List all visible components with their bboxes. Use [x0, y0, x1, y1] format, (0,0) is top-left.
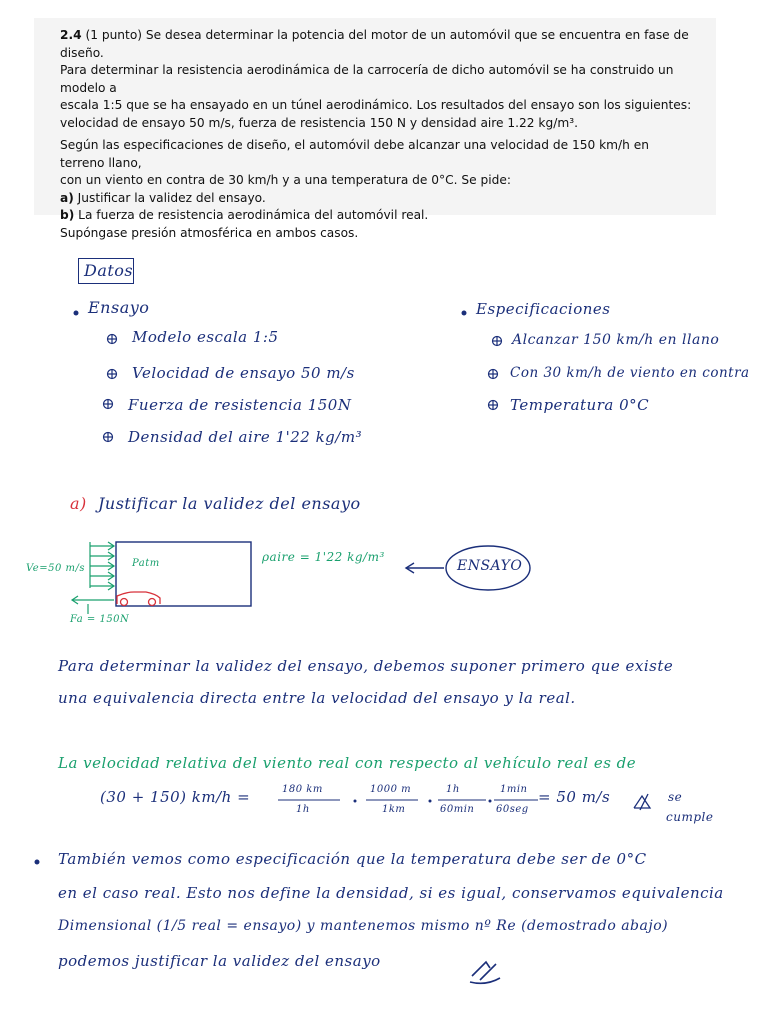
spec-item: Temperatura 0°C — [510, 396, 650, 414]
circled-plus-icon — [493, 337, 502, 346]
calc-fraction-den: 1km — [382, 804, 406, 815]
rho-label: ρaire = 1'22 kg/m³ — [262, 550, 385, 564]
circled-plus-icon — [104, 400, 113, 409]
patm-label: Patm — [132, 558, 160, 569]
problem-line: con un viento en contra de 30 km/h y a una temperatura de 0°C. Se pide: — [60, 173, 511, 187]
end-mark-icon — [470, 962, 500, 983]
velocity-arrows — [72, 542, 114, 614]
fa-label: Fa = 150N — [70, 614, 130, 625]
calc-result: = 50 m/s — [538, 788, 611, 806]
spec-heading: Especificaciones — [476, 300, 611, 318]
bullet-dot — [462, 311, 467, 316]
ensayo-item: Fuerza de resistencia 150N — [128, 396, 352, 414]
bullet-dot — [35, 860, 40, 865]
spec-item: Alcanzar 150 km/h en llano — [512, 332, 720, 348]
paragraph-line: Para determinar la validez del ensayo, debemos suponer primero que existe — [58, 657, 674, 675]
problem-line: escala 1:5 que se ha ensayado en un túnel aerodinámico. Los resultados del ensayo son los siguientes: — [60, 98, 692, 112]
section-a-label: a) — [70, 494, 87, 513]
ensayo-item: Velocidad de ensayo 50 m/s — [132, 364, 355, 382]
circled-plus-icon — [489, 401, 498, 410]
calc-fraction-num: 1min — [500, 784, 528, 795]
problem-line: 2.4 (1 punto) Se desea determinar la potencia del motor de un automóvil que se encuentra en fase de diseño. — [60, 28, 689, 60]
calc-lhs: (30 + 150) km/h = — [100, 788, 251, 806]
tambien-line: podemos justificar la validez del ensayo — [58, 952, 381, 970]
problem-line: Para determinar la resistencia aerodinámica de la carrocería de dicho automóvil se ha construido un modelo a — [60, 63, 674, 95]
car-model-icon — [117, 592, 160, 606]
circled-plus-icon — [104, 433, 113, 442]
problem-line: Según las especificaciones de diseño, el automóvil debe alcanzar una velocidad de 150 km/h en terreno llano, — [60, 138, 649, 170]
question-a: a) Justificar la validez del ensayo. — [60, 190, 266, 205]
ve-label: Ve=50 m/s — [26, 563, 85, 574]
velocity-line: La velocidad relativa del viento real con respecto al vehículo real es de — [58, 754, 637, 772]
tambien-line: en el caso real. Esto nos define la densidad, si es igual, conservamos equivalencia — [58, 884, 724, 902]
pointer-arrow — [406, 563, 444, 573]
bullet-dot — [74, 311, 79, 316]
paragraph-line: una equivalencia directa entre la velocidad del ensayo y la real. — [58, 689, 576, 707]
question-b: b) La fuerza de resistencia aerodinámica del automóvil real. — [60, 208, 429, 222]
calc-fraction-den: 60seg — [496, 804, 529, 815]
tambien-line: Dimensional (1/5 real = ensayo) y mantenemos mismo nº Re (demostrado abajo) — [58, 918, 669, 934]
check-mark-icon — [634, 794, 650, 810]
ensayo-oval-label: ENSAYO — [457, 558, 523, 574]
calc-fraction-num: 1h — [446, 784, 460, 795]
problem-line: velocidad de ensayo 50 m/s, fuerza de resistencia 150 N y densidad aire 1.22 kg/m³. — [60, 115, 578, 130]
circled-plus-icon — [108, 370, 117, 379]
spec-item: Con 30 km/h de viento en contra — [510, 365, 750, 381]
se-cumple: se — [668, 790, 683, 804]
calc-fraction-den: 1h — [296, 804, 310, 815]
tunnel-rectangle — [116, 542, 251, 606]
calc-fraction-den: 60min — [440, 804, 475, 815]
ensayo-oval — [446, 546, 530, 590]
problem-number: 2.4 — [60, 28, 82, 42]
datos-heading: Datos — [84, 261, 134, 280]
section-a-title: Justificar la validez del ensayo — [98, 494, 361, 513]
problem-footer: Supóngase presión atmosférica en ambos casos. — [60, 225, 359, 240]
circled-plus-icon — [489, 370, 498, 379]
circled-plus-bullets — [104, 335, 502, 442]
problem-points: (1 punto) — [85, 28, 143, 42]
ensayo-item: Densidad del aire 1'22 kg/m³ — [128, 428, 363, 446]
tambien-line: También vemos como especificación que la temperatura debe ser de 0°C — [58, 850, 647, 868]
ensayo-item: Modelo escala 1:5 — [132, 328, 279, 346]
calc-fraction-num: 1000 m — [370, 784, 412, 795]
ensayo-heading: Ensayo — [88, 298, 150, 317]
calc-fraction-num: 180 km — [282, 784, 323, 795]
circled-plus-icon — [108, 335, 117, 344]
se-cumple: cumple — [666, 810, 714, 824]
